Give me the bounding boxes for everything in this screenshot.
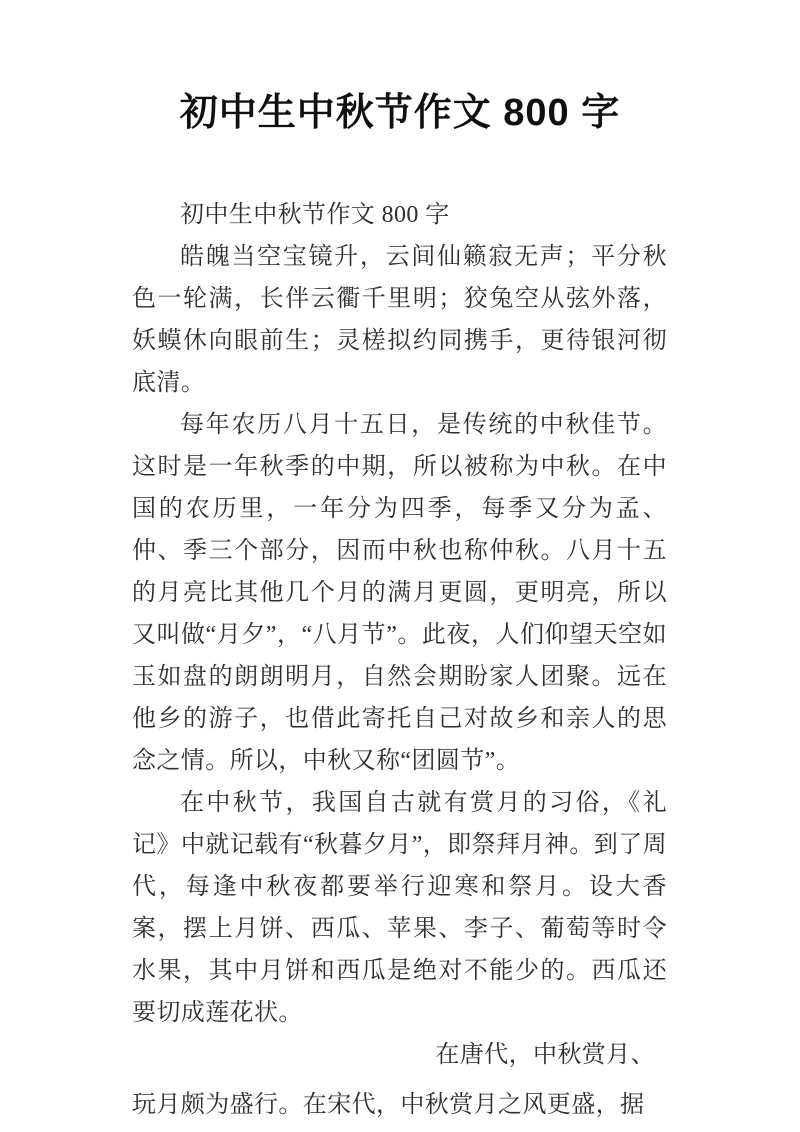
paragraph-song-fragment: 玩月颇为盛行。在宋代，中秋赏月之风更盛，据	[132, 1092, 645, 1118]
document-body	[132, 194, 667, 1126]
paragraph-tang-fragment: 在唐代，中秋赏月、	[435, 1042, 655, 1068]
paragraph-poem: 皓魄当空宝镜升，云间仙籁寂无声；平分秋色一轮满，长伴云衢千里明；狡兔空从弦外落，妖蟆休向眼前生；灵槎拟约同携手，更待银河彻底清。	[132, 244, 667, 396]
document-title: 初中生中秋节作文 800 字	[179, 92, 621, 134]
paragraph-festival-origin: 每年农历八月十五日，是传统的中秋佳节。这时是一年秋季的中期，所以被称为中秋。在中国的农历里，一年分为四季，每季又分为孟、仲、季三个部分，因而中秋也称仲秋。八月十五的月亮比其他几个月的满月更圆，更明亮，所以又叫做“月夕”，“八月节”。此夜，人们仰望天空如玉如盘的朗朗明月，自然会期盼家人团聚。远在他乡的游子，也借此寄托自己对故乡和亲人的思念之情。所以，中秋又称“团圆节”。	[132, 412, 667, 774]
paragraph-moon-customs: 在中秋节，我国自古就有赏月的习俗，《礼记》中就记载有“秋暮夕月”，即祭拜月神。到了周代，每逢中秋夜都要举行迎寒和祭月。设大香案，摆上月饼、西瓜、苹果、李子、葡萄等时令水果，其中月饼和西瓜是绝对不能少的。西瓜还要切成莲花状。	[132, 790, 667, 1026]
paragraph-subtitle: 初中生中秋节作文 800 字	[180, 202, 450, 228]
